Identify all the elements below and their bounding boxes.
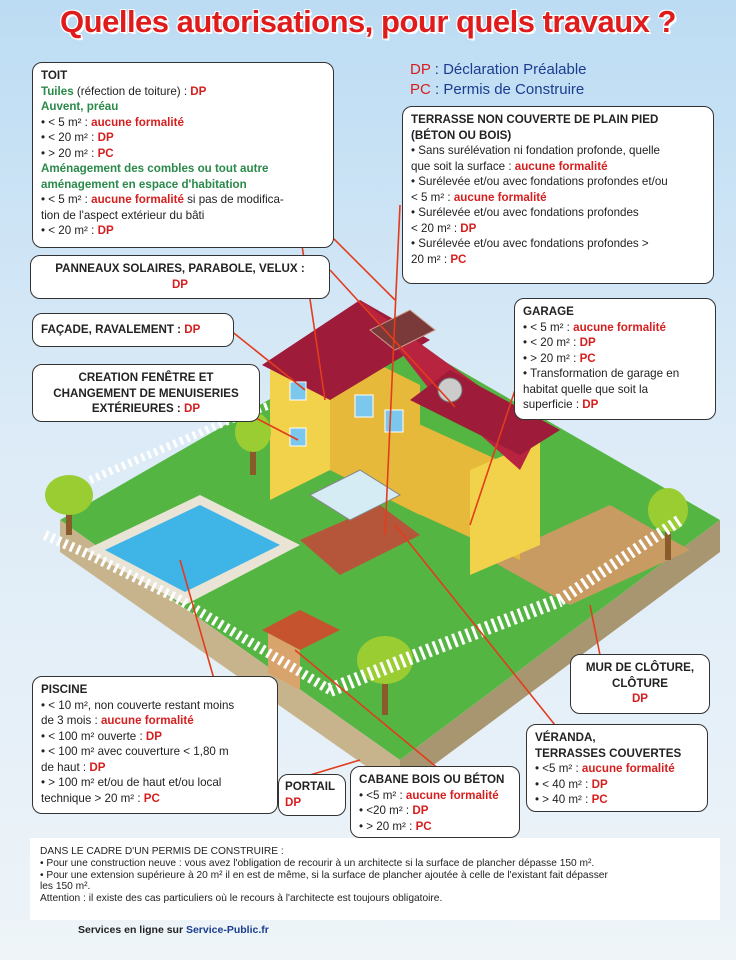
tree-1 [45,475,93,515]
footer-note: DANS LE CADRE D'UN PERMIS DE CONSTRUIRE : • Pour une construction neuve : vous avez l'obligation de recourir à un architecte si la surface de plancher dépasse 150 m². • Pour une extension supérieure à 20 m² il en est de même, si la surface de plancher ajoutée à celle de l'existant fait dépasser les 150 m². Attention : il existe des cas particuliers où le recours à l'architecte est toujours obligatoire. [30,838,720,920]
mur-cloture-box: MUR DE CLÔTURE, CLÔTURE DP [570,654,710,714]
panneaux-box: PANNEAUX SOLAIRES, PARABOLE, VELUX : DP [30,255,330,299]
toit-box: TOIT Tuiles (réfection de toiture) : DP Auvent, préau • < 5 m² : aucune formalité • < 20 m² : DP • > 20 m² : PC Aménagement des combles ou tout autre aménagement en espace d'habitation • < 5 m² : aucune formalité si pas de modifica- tion de l'aspect extérieur du bâti • < 20 m² : DP [32,62,334,248]
portail-box: PORTAIL DP [278,774,346,816]
facade-box: FAÇADE, RAVALEMENT : DP [32,313,234,347]
terrasse-box: TERRASSE NON COUVERTE DE PLAIN PIED (BÉTON OU BOIS) • Sans surélévation ni fondation profonde, quelle que soit la surface : aucune formalité • Surélevée et/ou avec fondations profondes et/ou < 5 m² : aucune formalité • Surélevée et/ou avec fondations profondes < 20 m² : DP • Surélevée et/ou avec fondations profondes > 20 m² : PC [402,106,714,284]
page-title: Quelles autorisations, pour quels travaux ? [60,4,676,39]
satellite-dish [438,378,462,402]
legend-dp: DP : Déclaration Préalable [410,61,587,78]
veranda-box: VÉRANDA, TERRASSES COUVERTES • <5 m² : aucune formalité • < 40 m² : DP • > 40 m² : PC [526,724,708,812]
cabane-box: CABANE BOIS OU BÉTON • <5 m² : aucune formalité • <20 m² : DP • > 20 m² : PC [350,766,520,838]
legend-pc: PC : Permis de Construire [410,81,585,98]
window-3 [355,395,373,417]
piscine-box: PISCINE • < 10 m², non couverte restant moins de 3 mois : aucune formalité • < 100 m² ouverte : DP • < 100 m² avec couverture < 1,80 m de haut : DP • > 100 m² et/ou de haut et/ou local technique > 20 m² : PC [32,676,278,814]
fenetre-box: CREATION FENÊTRE ET CHANGEMENT DE MENUISERIES EXTÉRIEURES : DP [32,364,260,422]
service-public-link[interactable]: Service-Public.fr [185,924,269,936]
window-4 [385,410,403,432]
legend [410,60,587,100]
garage-box: GARAGE • < 5 m² : aucune formalité • < 20 m² : DP • > 20 m² : PC • Transformation de garage en habitat quelle que soit la superficie : DP [514,298,716,420]
credit-line: Services en ligne sur Service-Public.fr [78,924,269,936]
